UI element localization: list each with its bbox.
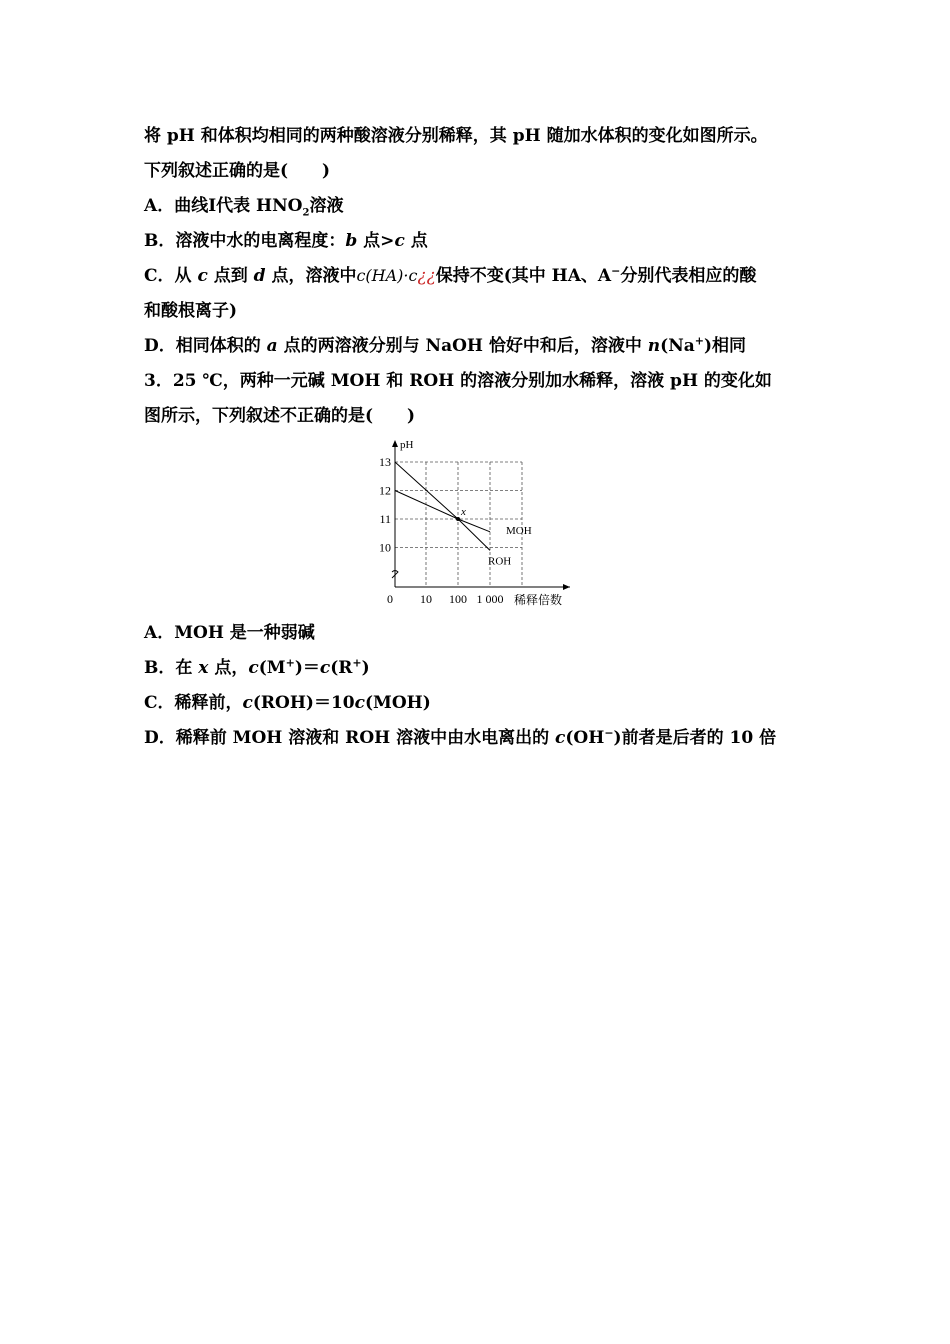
y-tick-label: 11 — [379, 512, 391, 526]
q2-option-d-na: (Na — [660, 336, 695, 356]
q3-option-c-end: (MOH) — [365, 693, 431, 713]
q2-option-b-text: B．溶液中水的电离程度： — [144, 231, 346, 251]
q3-option-b-text: B．在 — [144, 658, 199, 678]
q2-option-c-mid1: 点到 — [207, 266, 254, 286]
intersection-point — [456, 517, 460, 521]
q3-option-b-sup1: + — [285, 656, 295, 670]
y-tick-label: 12 — [379, 483, 391, 498]
q2-option-c-broken-glyph: ¿¿ — [417, 266, 436, 286]
q3-option-c-mid: (ROH)＝10 — [252, 693, 355, 713]
q2-option-c-post: 保持不变(其中 HA、A — [435, 266, 612, 286]
q3-option-c — [144, 692, 431, 714]
q2-option-b-tail: 点 — [404, 231, 428, 251]
q2-option-b-mid: 点> — [357, 231, 395, 251]
q2-option-a-subscript: 2 — [302, 207, 310, 219]
q3-option-b-eq: )＝ — [294, 658, 320, 678]
ph-dilution-chart-svg — [372, 432, 582, 612]
q3-option-b — [144, 657, 370, 679]
q2-option-c-text: C．从 — [144, 266, 198, 286]
series-label-roh: ROH — [488, 555, 512, 568]
q3-option-b-end: ) — [361, 658, 370, 678]
q2-stem-line-1: 将 pH 和体积均相同的两种酸溶液分别稀释，其 pH 随加水体积的变化如图所示。 — [144, 126, 768, 146]
q3-option-d-tail: )前者是后者的 10 倍 — [613, 728, 777, 748]
q2-option-b-point-c: c — [394, 231, 405, 251]
y-axis-label: pH — [400, 439, 414, 451]
q2-option-a-tail: 溶液 — [309, 196, 344, 216]
q3-option-d — [144, 727, 776, 749]
q3-option-c-c1: c — [242, 693, 253, 713]
y-axis-arrow — [392, 440, 398, 447]
series-label-moh: MOH — [506, 524, 532, 537]
q2-option-d-point-a: a — [266, 336, 278, 356]
y-tick-label: 10 — [379, 540, 391, 555]
intersection-label: x — [461, 506, 466, 518]
q3-option-d-c: c — [555, 728, 566, 748]
q3-option-d-superscript: − — [604, 726, 614, 740]
q3-option-a: A．MOH 是一种弱碱 — [144, 623, 315, 643]
y-tick-label: 13 — [379, 455, 391, 469]
q3-option-c-text: C．稀释前， — [144, 693, 243, 713]
q2-option-c-line-2: 和酸根离子) — [144, 301, 238, 321]
q2-option-c — [144, 265, 756, 287]
q3-option-d-oh: (OH — [565, 728, 605, 748]
q3-option-b-r: (R — [330, 658, 353, 678]
series-line-roh — [395, 462, 490, 550]
q3-option-b-x: x — [198, 658, 209, 678]
q2-option-d-n: n — [647, 336, 661, 356]
x-tick-label: 0 — [387, 592, 393, 606]
q2-stem-line-2: 下列叙述正确的是( ) — [144, 161, 331, 181]
q2-option-b-point-b: b — [345, 231, 358, 251]
q2-option-c-formula: c(HA)·c — [356, 266, 418, 285]
q2-option-c-tail: 分别代表相应的酸 — [620, 266, 757, 286]
q2-option-d-text: D．相同体积的 — [144, 336, 267, 356]
q3-option-b-c1: c — [248, 658, 259, 678]
q3-option-b-sup2: + — [352, 656, 362, 670]
q2-option-d-tail: )相同 — [704, 336, 747, 356]
q2-option-c-point-c: c — [197, 266, 208, 286]
ph-dilution-chart — [372, 432, 582, 612]
q3-stem-line-2: 图所示，下列叙述不正确的是( ) — [144, 406, 416, 426]
x-axis-arrow — [563, 584, 570, 590]
q3-option-b-m: (M — [258, 658, 286, 678]
q2-option-d-superscript: + — [694, 334, 704, 348]
q2-option-c-mid2: 点，溶液中 — [265, 266, 357, 286]
x-tick-label: 1 000 — [476, 592, 504, 606]
x-tick-label: 100 — [449, 592, 467, 606]
q2-option-b — [144, 230, 428, 252]
x-axis-label: 稀释倍数 — [514, 593, 563, 607]
q2-option-a-text: A．曲线Ⅰ代表 HNO — [144, 196, 303, 216]
series-line-moh — [395, 491, 490, 532]
q3-option-b-c2: c — [319, 658, 331, 678]
q3-option-c-c2: c — [354, 693, 365, 713]
q2-option-a — [144, 195, 343, 217]
q3-option-b-mid: 点， — [208, 658, 249, 678]
q2-option-c-superscript: − — [611, 264, 621, 278]
q2-option-d-mid: 点的两溶液分别与 NaOH 恰好中和后，溶液中 — [277, 336, 648, 356]
q3-option-d-text: D．稀释前 MOH 溶液和 ROH 溶液中由水电离出的 — [144, 728, 556, 748]
q3-stem-line-1: 3．25 ℃，两种一元碱 MOH 和 ROH 的溶液分别加水稀释，溶液 pH 的变化如 — [144, 371, 772, 391]
q2-option-d — [144, 335, 746, 357]
q2-option-c-point-d: d — [253, 266, 266, 286]
x-tick-label: 10 — [420, 592, 432, 606]
